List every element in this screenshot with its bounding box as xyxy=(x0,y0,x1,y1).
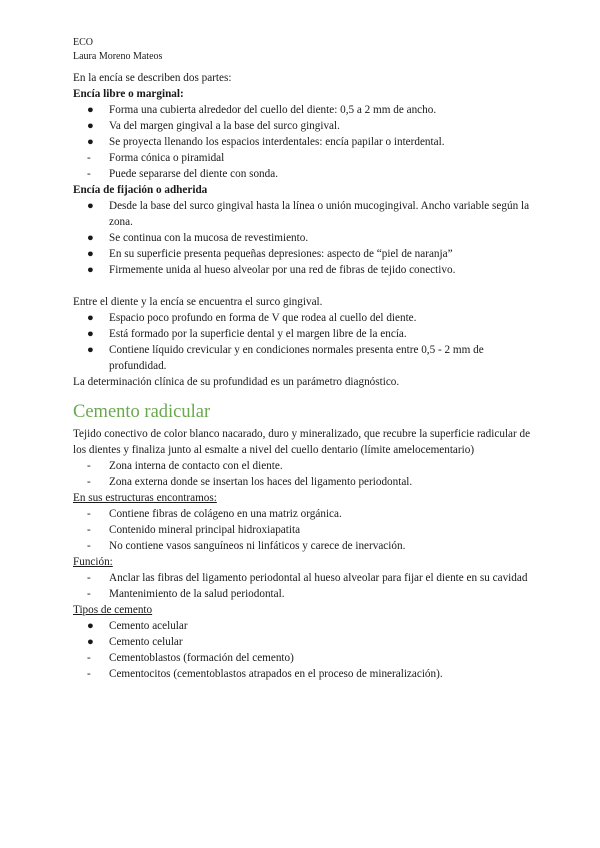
list-item xyxy=(73,634,533,650)
dash-icon: - xyxy=(87,572,91,584)
bullet-icon: ● xyxy=(87,312,94,324)
list-item xyxy=(73,150,533,166)
list-item-text: Se continua con la mucosa de revestimiento. xyxy=(109,232,309,244)
encia-libre-list xyxy=(73,102,533,182)
list-item-text: En su superficie presenta pequeñas depresiones: aspecto de “piel de naranja” xyxy=(109,248,453,260)
list-item xyxy=(73,262,533,278)
dash-icon: - xyxy=(87,460,91,472)
list-item-text: Mantenimiento de la salud periodontal. xyxy=(109,588,285,600)
list-item-text: Cemento celular xyxy=(109,636,183,648)
encia-libre-title: Encía libre o marginal: xyxy=(73,88,184,100)
surco-list xyxy=(73,310,533,374)
cemento-heading: Cemento radicular xyxy=(73,402,211,422)
dash-icon: - xyxy=(87,588,91,600)
list-item-text: Cementocitos (cementoblastos atrapados en el proceso de mineralización). xyxy=(109,668,443,680)
estructuras-list xyxy=(73,506,533,554)
dash-icon: - xyxy=(87,152,91,164)
bullet-icon: ● xyxy=(87,120,94,132)
document-body xyxy=(73,36,533,682)
funcion-list xyxy=(73,570,533,602)
list-item-text: Anclar las fibras del ligamento periodontal al hueso alveolar para fijar el diente en su cavidad xyxy=(109,572,528,584)
bullet-icon: ● xyxy=(87,328,94,340)
list-item xyxy=(73,198,533,230)
list-item xyxy=(73,570,533,586)
surco-intro: Entre el diente y la encía se encuentra el surco gingival. xyxy=(73,296,323,308)
list-item-text: No contiene vasos sanguíneos ni linfáticos y carece de inervación. xyxy=(109,540,406,552)
cemento-description: Tejido conectivo de color blanco nacarado, duro y mineralizado, que recubre la superficie radicular de los dientes y finaliza junto al esmalte a nivel del cuello dentario (límite amelocementario) xyxy=(73,428,531,456)
encia-adherida-list xyxy=(73,198,533,278)
list-item-text: Contiene líquido crevicular y en condiciones normales presenta entre 0,5 - 2 mm de profundidad. xyxy=(109,344,484,372)
bullet-icon: ● xyxy=(87,200,94,212)
funcion-title: Función: xyxy=(73,556,113,568)
list-item xyxy=(73,474,533,490)
cemento-zonas-list xyxy=(73,458,533,490)
list-item-text: Forma cónica o piramidal xyxy=(109,152,225,164)
dash-icon: - xyxy=(87,540,91,552)
tipos-list xyxy=(73,618,533,682)
author-name: Laura Moreno Mateos xyxy=(73,51,163,62)
list-item-text: Cementoblastos (formación del cemento) xyxy=(109,652,294,664)
list-item-text: Contenido mineral principal hidroxiapatita xyxy=(109,524,301,536)
bullet-icon: ● xyxy=(87,104,94,116)
bullet-icon: ● xyxy=(87,232,94,244)
list-item xyxy=(73,522,533,538)
list-item xyxy=(73,506,533,522)
list-item xyxy=(73,246,533,262)
list-item xyxy=(73,102,533,118)
list-item xyxy=(73,538,533,554)
list-item-text: Espacio poco profundo en forma de V que rodea al cuello del diente. xyxy=(109,312,417,324)
list-item xyxy=(73,118,533,134)
list-item xyxy=(73,586,533,602)
list-item xyxy=(73,458,533,474)
intro-paragraph: En la encía se describen dos partes: xyxy=(73,72,232,84)
list-item-text: Forma una cubierta alrededor del cuello del diente: 0,5 a 2 mm de ancho. xyxy=(109,104,437,116)
bullet-icon: ● xyxy=(87,344,94,356)
list-item-text: Va del margen gingival a la base del surco gingival. xyxy=(109,120,340,132)
list-item xyxy=(73,134,533,150)
dash-icon: - xyxy=(87,508,91,520)
tipos-title: Tipos de cemento xyxy=(73,604,153,616)
list-item xyxy=(73,618,533,634)
dash-icon: - xyxy=(87,668,91,680)
list-item-text: Puede separarse del diente con sonda. xyxy=(109,168,278,180)
dash-icon: - xyxy=(87,524,91,536)
list-item xyxy=(73,310,533,326)
list-item-text: Desde la base del surco gingival hasta la línea o unión mucogingival. Ancho variable según la zona. xyxy=(109,200,530,228)
list-item xyxy=(73,326,533,342)
bullet-icon: ● xyxy=(87,264,94,276)
list-item-text: Cemento acelular xyxy=(109,620,188,632)
dash-icon: - xyxy=(87,652,91,664)
list-item xyxy=(73,166,533,182)
list-item-text: Zona interna de contacto con el diente. xyxy=(109,460,283,472)
dash-icon: - xyxy=(87,476,91,488)
list-item xyxy=(73,666,533,682)
list-item-text: Contiene fibras de colágeno en una matriz orgánica. xyxy=(109,508,342,520)
bullet-icon: ● xyxy=(87,136,94,148)
course-label: ECO xyxy=(73,37,93,48)
bullet-icon: ● xyxy=(87,248,94,260)
bullet-icon: ● xyxy=(87,636,94,648)
surco-conclusion: La determinación clínica de su profundidad es un parámetro diagnóstico. xyxy=(73,376,400,388)
list-item xyxy=(73,650,533,666)
spacer xyxy=(73,278,533,294)
list-item xyxy=(73,230,533,246)
estructuras-title: En sus estructuras encontramos: xyxy=(73,492,217,504)
list-item-text: Firmemente unida al hueso alveolar por una red de fibras de tejido conectivo. xyxy=(109,264,456,276)
dash-icon: - xyxy=(87,168,91,180)
bullet-icon: ● xyxy=(87,620,94,632)
list-item-text: Está formado por la superficie dental y el margen libre de la encía. xyxy=(109,328,407,340)
list-item-text: Zona externa donde se insertan los haces del ligamento periodontal. xyxy=(109,476,413,488)
list-item xyxy=(73,342,533,374)
list-item-text: Se proyecta llenando los espacios interdentales: encía papilar o interdental. xyxy=(109,136,445,148)
encia-adherida-title: Encía de fijación o adherida xyxy=(73,184,208,196)
